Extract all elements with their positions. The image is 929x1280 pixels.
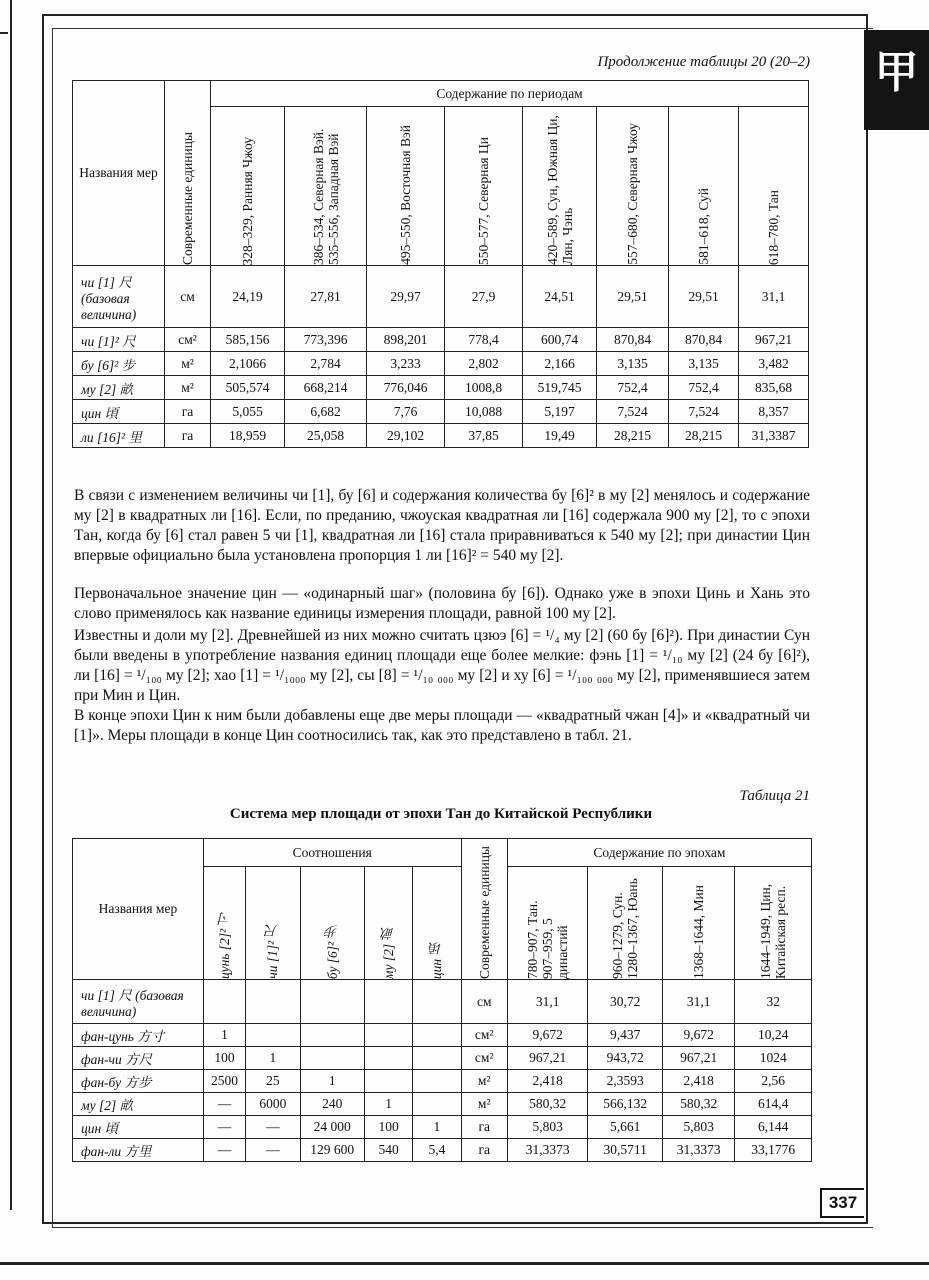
t20-cell-value: 3,233 [367,352,445,376]
t21-cell-value: 31,1 [662,980,734,1024]
paragraph: В связи с изменением величины чи [1], бу [6] и содержания количества бу [6]² в му [2] менялось и содержание му [2] в квадратных ли [16]. Если, по преданию, чжоуская квадратная ли [16] содержала 900 му [2], то с эпохи Тан, когда бу [6] стал равен 5 чи [1], квадратная ли [16] стала приравниваться к 540 му [2]; при династии Цин впервые официально была установлена пропорция 1 ли [16]² = 540 му [2]. [74,487,810,564]
t21-cell-ratio [203,980,245,1024]
t21-cell-ratio: 1 [300,1070,364,1093]
t21-cell-name: му [2] 畝 [73,1093,204,1116]
t21-epoch-header [507,867,588,980]
t21-header-name: Названия мер [73,839,204,980]
t21-cell-value: 33,1776 [735,1139,812,1162]
t21-header-epochs: Содержание по эпохам [507,839,811,867]
t21-cell-ratio: 240 [300,1093,364,1116]
t21-cell-ratio [300,980,364,1024]
t20-cell-unit: см [165,266,211,328]
t20-cell-unit: м² [165,352,211,376]
t20-period-header-text: 420–589, Сун, Южная Ци, Лян, Чэнь [544,115,575,265]
t21-cell-name: фан-ли 方里 [73,1139,204,1162]
t21-cell-unit: м² [461,1093,507,1116]
t20-cell-value: 24,19 [211,266,285,328]
t21-cell-unit: см [461,980,507,1024]
t21-ratio-header-text: чи [1]² 尺 [265,924,281,979]
t21-cell-ratio [413,1093,461,1116]
t21-epoch-header-text: 1368–1644, Мин [691,885,707,979]
t20-cell-value: 778,4 [445,328,523,352]
t20-period-header [367,107,445,266]
t21-cell-ratio [246,980,300,1024]
t21-cell-ratio: 25 [246,1070,300,1093]
t20-cell-value: 2,166 [523,352,597,376]
t20-cell-value: 5,197 [523,400,597,424]
t20-cell-value: 585,156 [211,328,285,352]
table-21 [72,838,812,1162]
t21-ratio-header [364,867,412,980]
t20-cell-name: чи [1]² 尺 [73,328,165,352]
t20-cell-value: 7,524 [597,400,669,424]
t21-cell-ratio [364,1070,412,1093]
t21-epoch-header [662,867,734,980]
t21-cell-value: 967,21 [662,1047,734,1070]
t20-cell-value: 3,135 [597,352,669,376]
t20-cell-value: 24,51 [523,266,597,328]
t21-ratio-header-text: цунь [2]² 寸 [217,912,233,979]
t20-period-header-text: 386–534, Северная Вэй. 535–556, Западная Вэй [310,128,341,265]
t21-epoch-header-text: 780–907, Тан. 907–959, 5 династий [525,900,571,979]
t21-cell-unit: га [461,1139,507,1162]
t20-cell-value: 29,51 [669,266,739,328]
t21-cell-ratio [364,1047,412,1070]
t20-period-header [445,107,523,266]
t21-cell-value: 31,3373 [507,1139,588,1162]
t21-cell-ratio [413,1070,461,1093]
t21-cell-name: цин 頃 [73,1116,204,1139]
t20-cell-value: 2,1066 [211,352,285,376]
t20-cell-value: 519,745 [523,376,597,400]
t21-cell-name: фан-бу 方步 [73,1070,204,1093]
t21-ratio-header-text: му [2] 畝 [381,926,397,979]
t20-cell-value: 31,1 [739,266,809,328]
t20-cell-name: му [2] 畝 [73,376,165,400]
t21-cell-value: 9,437 [588,1024,663,1047]
t20-cell-value: 27,9 [445,266,523,328]
t21-cell-unit: м² [461,1070,507,1093]
t20-cell-value: 10,088 [445,400,523,424]
t20-header-units-text: Современные единицы [180,132,195,265]
page-edge-rule [10,0,12,1210]
t21-epoch-header-text: 960–1279, Сун. 1280–1367, Юань [610,878,641,979]
t20-cell-value: 776,046 [367,376,445,400]
t20-period-header [669,107,739,266]
t20-period-header-text: 581–618, Суй [696,188,711,265]
t20-period-header-text: 328–329, Ранняя Чжоу [240,136,255,265]
t21-cell-value: 5,803 [662,1116,734,1139]
t20-cell-value: 28,215 [597,424,669,448]
t20-period-header-text: 495–550, Восточная Вэй [398,125,413,265]
t21-cell-name: фан-чи 方尺 [73,1047,204,1070]
t21-cell-ratio [364,1024,412,1047]
t21-cell-ratio [413,1047,461,1070]
t21-ratio-header [203,867,245,980]
t20-row [73,400,809,424]
t21-cell-ratio: 1 [364,1093,412,1116]
t20-row [73,328,809,352]
t21-cell-value: 9,672 [507,1024,588,1047]
t20-cell-value: 752,4 [597,376,669,400]
t21-cell-ratio: — [203,1093,245,1116]
t21-cell-value: 31,3373 [662,1139,734,1162]
table21-title: Система мер площади от эпохи Тан до Китайской Республики [229,806,653,822]
t20-header-periods: Содержание по периодам [211,81,809,107]
t21-cell-value: 2,56 [735,1070,812,1093]
t21-cell-value: 30,72 [588,980,663,1024]
paragraph: В конце эпохи Цин к ним были добавлены еще две меры площади — «квадратный чжан [4]» и «квадратный чи [1]». Меры площади в конце Цин соотносились так, как это представлено в табл. 21. [74,707,810,744]
t21-cell-value: 2,3593 [588,1070,663,1093]
t20-cell-value: 6,682 [285,400,367,424]
t21-cell-ratio: 1 [203,1024,245,1047]
t21-cell-value: 2,418 [662,1070,734,1093]
t21-cell-ratio [413,1024,461,1047]
t20-cell-value: 668,214 [285,376,367,400]
t21-cell-ratio: 2500 [203,1070,245,1093]
t20-cell-value: 1008,8 [445,376,523,400]
t21-cell-value: 566,132 [588,1093,663,1116]
t20-cell-value: 18,959 [211,424,285,448]
t21-cell-ratio: 6000 [246,1093,300,1116]
t21-cell-ratio: — [203,1116,245,1139]
t21-cell-ratio: 100 [364,1116,412,1139]
t21-ratio-header [413,867,461,980]
t20-cell-value: 27,81 [285,266,367,328]
t21-cell-value: 943,72 [588,1047,663,1070]
t20-body [73,266,809,448]
t20-cell-value: 19,49 [523,424,597,448]
t21-cell-ratio: 24 000 [300,1116,364,1139]
table21-caption: Таблица 21 [739,788,810,804]
t21-cell-ratio: 1 [413,1116,461,1139]
t20-cell-value: 773,396 [285,328,367,352]
t20-cell-value: 898,201 [367,328,445,352]
t20-cell-value: 29,51 [597,266,669,328]
t21-row [73,980,812,1024]
t20-period-header [739,107,809,266]
t21-cell-value: 967,21 [507,1047,588,1070]
t21-header-ratio: Соотношения [203,839,461,867]
t21-cell-unit: га [461,1116,507,1139]
t21-ratio-header [300,867,364,980]
t20-cell-value: 5,055 [211,400,285,424]
t21-row [73,1024,812,1047]
t20-cell-value: 600,74 [523,328,597,352]
page-edge-tick [0,32,8,34]
t21-cell-ratio [300,1024,364,1047]
t21-cell-value: 10,24 [735,1024,812,1047]
t21-cell-ratio [364,980,412,1024]
table20-continuation-caption: Продолжение таблицы 20 (20–2) [597,54,810,70]
t21-cell-name: чи [1] 尺 (базовая величина) [73,980,204,1024]
t21-cell-value: 9,672 [662,1024,734,1047]
t20-period-header [523,107,597,266]
page-number: 337 [820,1188,864,1218]
t21-cell-ratio [246,1024,300,1047]
t21-row [73,1093,812,1116]
t20-cell-value: 870,84 [669,328,739,352]
t20-header-name: Названия мер [73,81,165,266]
t21-row [73,1139,812,1162]
t21-ratio-header [246,867,300,980]
t21-cell-ratio: — [203,1139,245,1162]
t20-cell-name: ли [16]² 里 [73,424,165,448]
bottom-rule [0,1262,929,1265]
t20-cell-value: 28,215 [669,424,739,448]
t21-epoch-header-text: 1644–1949, Цин, Китайская респ. [758,883,789,979]
t21-cell-ratio: 540 [364,1139,412,1162]
t20-cell-unit: га [165,400,211,424]
t20-cell-value: 967,21 [739,328,809,352]
t20-row [73,352,809,376]
t21-row [73,1047,812,1070]
t20-cell-value: 31,3387 [739,424,809,448]
section-tab-glyph: 甲 [874,48,919,97]
t20-cell-name: цин 頃 [73,400,165,424]
t20-cell-value: 8,357 [739,400,809,424]
t21-cell-value: 5,803 [507,1116,588,1139]
t20-cell-value: 505,574 [211,376,285,400]
t20-cell-unit: см² [165,328,211,352]
t21-epoch-header [588,867,663,980]
t21-ratio-header-text: цин 頃 [429,941,445,979]
t20-cell-value: 2,784 [285,352,367,376]
t20-row [73,424,809,448]
t21-cell-value: 32 [735,980,812,1024]
t20-cell-value: 37,85 [445,424,523,448]
t20-period-header [285,107,367,266]
t21-cell-value: 6,144 [735,1116,812,1139]
t21-cell-unit: см² [461,1047,507,1070]
t20-period-header [211,107,285,266]
t21-cell-ratio: — [246,1139,300,1162]
t20-cell-unit: м² [165,376,211,400]
t21-row [73,1116,812,1139]
t21-cell-ratio [300,1047,364,1070]
t20-cell-value: 752,4 [669,376,739,400]
t20-cell-value: 835,68 [739,376,809,400]
t21-cell-name: фан-цунь 方寸 [73,1024,204,1047]
t20-cell-name: бу [6]² 步 [73,352,165,376]
t20-cell-value: 29,102 [367,424,445,448]
paragraph: Первоначальное значение цин — «одинарный шаг» (половина бу [6]). Однако уже в эпохи Цинь и Хань это слово применялось как название единицы измерения площади, равной 100 му [2]. [74,585,810,622]
t21-header-units [461,839,507,980]
t20-row [73,266,809,328]
t21-row [73,1070,812,1093]
t20-cell-name: чи [1] 尺 (базовая величина) [73,266,165,328]
t21-header-units-text: Современные единицы [476,846,492,979]
t20-period-header [597,107,669,266]
t20-period-header-text: 550–577, Северная Ци [476,137,491,265]
t21-cell-ratio: 1 [246,1047,300,1070]
t20-cell-value: 7,524 [669,400,739,424]
t20-cell-value: 2,802 [445,352,523,376]
t20-cell-unit: га [165,424,211,448]
t21-epoch-header [735,867,812,980]
t21-ratio-header-text: бу [6]² 步 [324,924,340,979]
t21-cell-ratio: — [246,1116,300,1139]
t20-period-header-text: 618–780, Тан [766,189,782,265]
t21-cell-unit: см² [461,1024,507,1047]
t21-body [73,980,812,1162]
t21-cell-value: 5,661 [588,1116,663,1139]
t21-cell-value: 580,32 [507,1093,588,1116]
t20-period-header-text: 557–680, Северная Чжоу [625,123,640,265]
t21-cell-value: 31,1 [507,980,588,1024]
paragraph: Известны и доли му [2]. Древнейшей из них можно считать цзюэ [6] = ¹/₄ му [2] (60 бу [6]²). При династии Сун были введены в употребление названия единиц площади еще более мелкие: фэнь [1] = ¹/₁₀ му [2] (24 бу [6]²), ли [16] = ¹/₁₀₀ му [2]; хао [1] = ¹/₁₀₀₀ му [2], сы [8] = ¹/₁₀ ₀₀₀ му [2] и ху [6] = ¹/₁₀₀ ₀₀₀ му [2], применявшиеся затем при Мин и Цин. [74,627,810,704]
t21-cell-ratio [413,980,461,1024]
t20-cell-value: 870,84 [597,328,669,352]
t21-cell-value: 30,5711 [588,1139,663,1162]
t21-cell-ratio: 5,4 [413,1139,461,1162]
t21-cell-ratio: 100 [203,1047,245,1070]
t20-header-units [165,81,211,266]
t20-cell-value: 3,482 [739,352,809,376]
t21-cell-value: 614,4 [735,1093,812,1116]
table-20 [72,80,809,448]
section-tab [864,30,929,130]
t21-cell-value: 1024 [735,1047,812,1070]
t21-cell-value: 2,418 [507,1070,588,1093]
t21-cell-value: 580,32 [662,1093,734,1116]
t20-cell-value: 7,76 [367,400,445,424]
t20-row [73,376,809,400]
t20-cell-value: 3,135 [669,352,739,376]
t21-cell-ratio: 129 600 [300,1139,364,1162]
t20-cell-value: 25,058 [285,424,367,448]
t20-cell-value: 29,97 [367,266,445,328]
